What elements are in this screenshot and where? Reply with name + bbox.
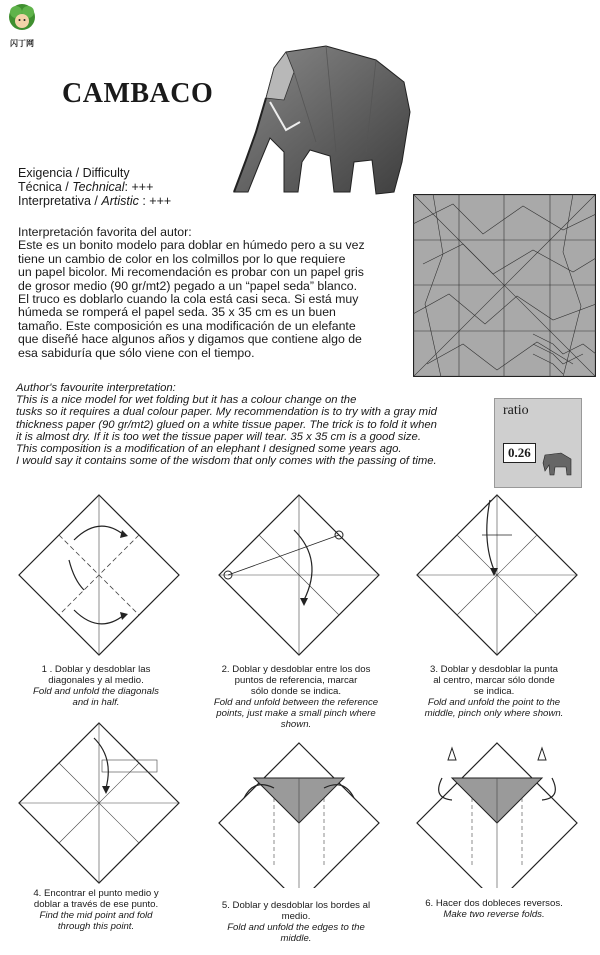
step-text-en: through this point.: [57, 921, 135, 932]
spanish-heading: Interpretación favorita del autor:: [18, 225, 192, 239]
step-text-en: middle, pinch only where shown.: [424, 708, 564, 719]
step-3-caption: [404, 664, 584, 719]
step-5-caption: [206, 900, 386, 944]
step-text-es: diagonales y al medio.: [48, 675, 144, 686]
spanish-line: un papel bicolor. Mi recomendación es probar con un papel gris: [18, 265, 364, 280]
ratio-box: [494, 398, 582, 488]
step-text-es: 5. Doblar y desdoblar los bordes al: [221, 900, 371, 911]
spanish-line: que diseñé hace algunos años y digamos que contiene algo de: [18, 332, 362, 347]
step-5-diagram: [214, 718, 384, 888]
step-text-en: and in half.: [72, 697, 120, 708]
artistic-rating: [18, 194, 171, 208]
step-6-caption: [404, 898, 584, 920]
artistic-label-en: Artistic: [101, 194, 139, 208]
ratio-value: 0.26: [503, 443, 536, 463]
site-logo-text: 闪丁网: [10, 39, 34, 48]
step-text-es: al centro, marcar sólo donde: [433, 675, 555, 686]
english-line: thickness paper (90 gr/mt2) glued on a white tissue paper. The trick is to fold it when: [16, 418, 437, 431]
step-text-es: 4. Encontrar el punto medio y: [33, 888, 159, 899]
step-3-diagram: [412, 490, 582, 660]
english-line: I would say it contains some of the wisdom that only comes with the passing of time.: [16, 455, 437, 468]
english-description: [16, 382, 486, 467]
spanish-line: húmeda se romperá el papel seda. 35 x 35 cm es un buen: [18, 305, 336, 320]
small-elephant-icon: [541, 449, 575, 479]
step-text-en: Make two reverse folds.: [443, 909, 545, 920]
spanish-line: El truco es doblarlo cuando la cola está casi seca. Si está muy: [18, 292, 359, 307]
english-line: This is a nice model for wet folding but it has a colour change on the: [16, 394, 357, 407]
spanish-line: esa sabiduría que sólo viene con el tiempo.: [18, 345, 255, 360]
step-4-diagram: [14, 718, 184, 888]
step-text-en: Fold and unfold between the reference: [213, 697, 379, 708]
step-1-diagram: [14, 490, 184, 660]
difficulty-block: [18, 166, 171, 208]
technical-label-es: Técnica /: [18, 180, 73, 194]
step-text-en: middle.: [280, 933, 312, 944]
difficulty-heading: Exigencia / Difficulty: [18, 166, 130, 180]
technical-value: : +++: [124, 180, 154, 194]
step-text-es: sólo donde se indica.: [250, 686, 342, 697]
step-text-es: medio.: [281, 911, 311, 922]
english-heading: Author's favourite interpretation:: [16, 382, 176, 394]
step-1-caption: [6, 664, 186, 708]
step-text-en: Fold and unfold the diagonals: [33, 686, 159, 697]
elephant-model-photo: [226, 42, 416, 220]
english-line: it is almost dry. If it is too wet the tissue paper will tear. 35 x 35 cm is a good size.: [16, 430, 421, 443]
step-4-caption: [6, 888, 186, 932]
technical-label-en: Technical: [72, 180, 125, 194]
ratio-label: ratio: [503, 403, 529, 418]
step-text-es: doblar a través de ese punto.: [33, 899, 159, 910]
spanish-line: tamaño. Este composición es una modificación de un elefante: [18, 318, 356, 333]
step-text-es: 3. Doblar y desdoblar la punta: [430, 664, 558, 675]
artistic-value: : +++: [138, 194, 172, 208]
step-text-en: Fold and unfold the point to the: [427, 697, 561, 708]
english-line: This composition is a modification of an elephant I designed some years ago.: [16, 443, 402, 456]
step-text-en: Find the mid point and fold: [39, 910, 153, 921]
spanish-description: [18, 226, 410, 360]
crease-pattern-diagram: [413, 194, 596, 377]
technical-rating: [18, 180, 171, 194]
spanish-line: de grosor medio (90 gr/mt2) pegado a un “papel seda” blanco.: [18, 278, 358, 293]
step-6-diagram: [412, 718, 582, 888]
spanish-line: tiene un cambio de color en los colmillos por lo que requiere: [18, 251, 346, 266]
step-text-en: Fold and unfold the edges to the: [227, 922, 365, 933]
step-text-en: points, just make a small pinch where: [216, 708, 376, 719]
page-title: CAMBACO: [62, 78, 214, 109]
step-text-en: shown.: [280, 719, 312, 730]
english-line: tusks so it requires a dual colour paper. My recommendation is to try with a gray mid: [16, 406, 437, 419]
step-text-es: 2. Doblar y desdoblar entre los dos: [221, 664, 371, 675]
artistic-label-es: Interpretativa /: [18, 194, 102, 208]
step-text-es: se indica.: [473, 686, 515, 697]
spanish-line: Este es un bonito modelo para doblar en húmedo pero a su vez: [18, 238, 365, 253]
step-text-es: 6. Hacer dos dobleces reversos.: [425, 898, 563, 909]
step-2-diagram: [214, 490, 384, 660]
step-text-es: puntos de referencia, marcar: [234, 675, 358, 686]
step-text-es: 1 . Doblar y desdoblar las: [41, 664, 151, 675]
